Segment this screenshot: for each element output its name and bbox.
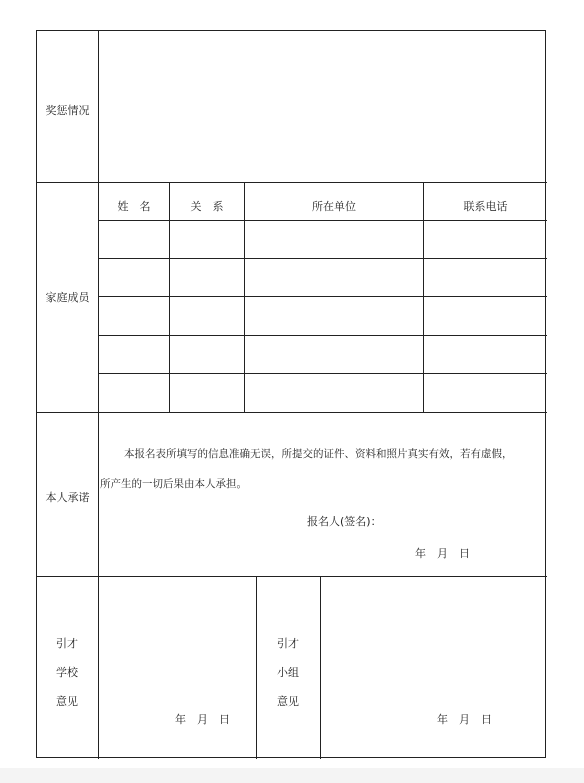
header-phone: 联系电话 <box>463 200 508 213</box>
group-opinion-label-line: 引才 <box>277 637 299 650</box>
family-cell-phone[interactable] <box>424 297 546 335</box>
group-opinion-label-line: 意见 <box>277 695 299 708</box>
group-opinion-label-line: 小组 <box>277 666 299 679</box>
opinion-divider-1 <box>256 576 257 759</box>
signer-label: 报名人(签名)： <box>307 515 382 528</box>
family-cell-relation[interactable] <box>170 336 244 373</box>
pledge-date: 年 月 日 <box>415 547 470 560</box>
family-cell-name[interactable] <box>99 297 169 335</box>
school-opinion-label-line: 引才 <box>56 637 78 650</box>
family-cell-phone[interactable] <box>424 374 546 412</box>
family-cell-relation[interactable] <box>170 374 244 412</box>
awards-input-area[interactable] <box>99 32 545 181</box>
family-cell-relation[interactable] <box>170 297 244 335</box>
family-cell-workplace[interactable] <box>245 221 423 258</box>
school-opinion-date: 年 月 日 <box>175 713 230 726</box>
family-cell-workplace[interactable] <box>245 336 423 373</box>
family-cell-name[interactable] <box>99 374 169 412</box>
group-opinion-field[interactable] <box>321 577 545 758</box>
family-cell-relation[interactable] <box>170 259 244 296</box>
registration-form-table <box>36 30 546 758</box>
group-opinion-date: 年 月 日 <box>437 713 492 726</box>
family-cell-phone[interactable] <box>424 221 546 258</box>
header-workplace: 所在单位 <box>312 200 356 213</box>
family-cell-workplace[interactable] <box>245 374 423 412</box>
family-cell-name[interactable] <box>99 259 169 296</box>
family-cell-relation[interactable] <box>170 221 244 258</box>
header-relation: 关 系 <box>190 200 224 213</box>
pledge-label: 本人承诺 <box>45 491 90 504</box>
awards-label: 奖惩情况 <box>45 104 90 117</box>
family-cell-workplace[interactable] <box>245 297 423 335</box>
pledge-text-line-2: 所产生的一切后果由本人承担。 <box>100 478 247 490</box>
divider-family-pledge <box>37 412 547 413</box>
signature-field[interactable] <box>391 511 511 531</box>
school-opinion-label <box>47 637 87 724</box>
school-opinion-label-line: 学校 <box>56 666 78 679</box>
school-opinion-field[interactable] <box>99 577 256 758</box>
school-opinion-label-line: 意见 <box>56 695 78 708</box>
divider-awards-family <box>37 182 547 183</box>
family-cell-phone[interactable] <box>424 259 546 296</box>
family-cell-name[interactable] <box>99 221 169 258</box>
header-name: 姓 名 <box>117 200 151 213</box>
family-label: 家庭成员 <box>45 291 90 304</box>
group-opinion-label <box>268 637 308 724</box>
family-cell-phone[interactable] <box>424 336 546 373</box>
family-cell-workplace[interactable] <box>245 259 423 296</box>
family-cell-name[interactable] <box>99 336 169 373</box>
pledge-text-line-1: 本报名表所填写的信息准确无误，所提交的证件、资料和照片真实有效，若有虚假， <box>124 448 513 460</box>
